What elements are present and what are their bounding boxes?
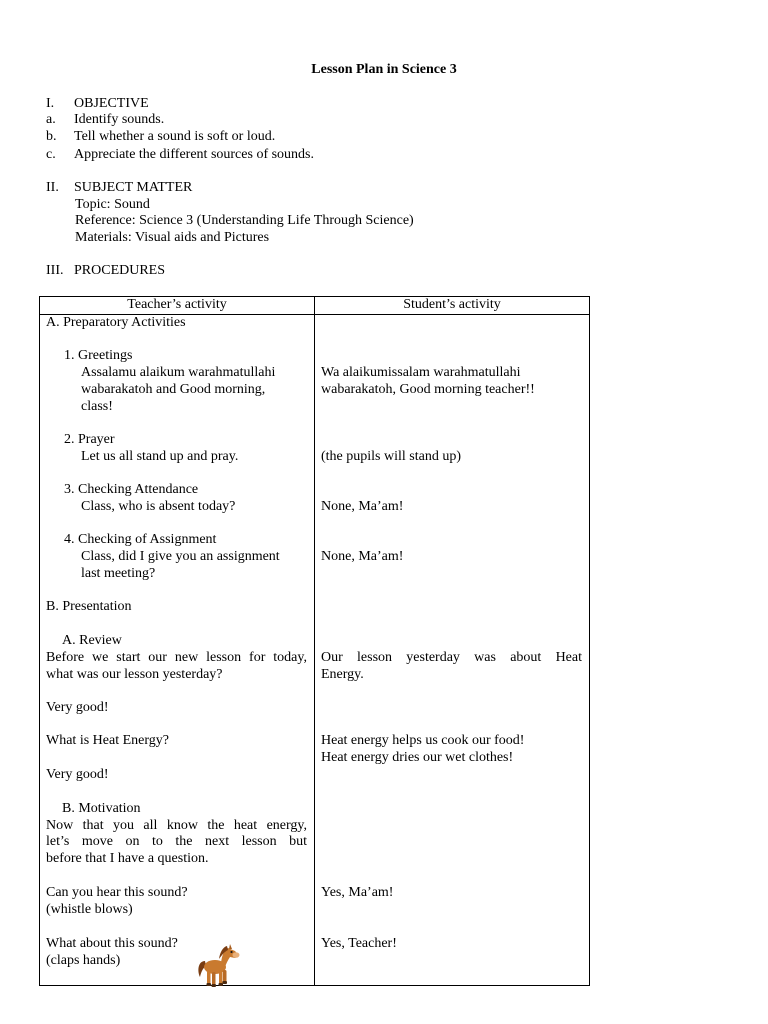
preparatory-activities-heading: A. Preparatory Activities	[46, 315, 186, 330]
objective-item-letter: b.	[46, 129, 57, 144]
student-activity-cell	[315, 315, 590, 986]
page-title: Lesson Plan in Science 3	[311, 62, 457, 77]
review-line: what was our lesson yesterday?	[46, 667, 223, 682]
review-line: Before we start our new lesson for today,	[46, 650, 307, 665]
student-prayer-response: (the pupils will stand up)	[321, 449, 461, 464]
student-attendance-response: None, Ma’am!	[321, 499, 404, 514]
procedures-number: III.	[46, 263, 64, 278]
motivation-line: before that I have a question.	[46, 851, 209, 866]
objective-heading: OBJECTIVE	[74, 96, 149, 111]
motivation-line: let’s move on to the next lesson but	[46, 834, 307, 849]
sound-note: (claps hands)	[46, 953, 121, 968]
assignment-heading: 4. Checking of Assignment	[64, 532, 217, 547]
subject-reference: Reference: Science 3 (Understanding Life Through Science)	[75, 213, 414, 228]
sound-question: Can you hear this sound?	[46, 885, 188, 900]
review-heading: A. Review	[62, 633, 122, 648]
very-good-line: Very good!	[46, 767, 109, 782]
prayer-heading: 2. Prayer	[64, 432, 115, 447]
sound-note: (whistle blows)	[46, 902, 133, 917]
table-row	[40, 315, 590, 986]
subject-materials: Materials: Visual aids and Pictures	[75, 230, 270, 245]
motivation-heading: B. Motivation	[62, 801, 141, 816]
subject-matter-heading: SUBJECT MATTER	[74, 180, 193, 195]
student-activity-header: Student’s activity	[315, 297, 590, 315]
presentation-heading: B. Presentation	[46, 599, 132, 614]
assignment-line: last meeting?	[81, 566, 156, 581]
attendance-line: Class, who is absent today?	[81, 499, 236, 514]
student-heat-line: Heat energy helps us cook our food!	[321, 733, 525, 748]
teacher-activity-header: Teacher’s activity	[40, 297, 315, 315]
student-review-line: Our lesson yesterday was about Heat	[321, 650, 582, 665]
objective-item: Appreciate the different sources of sounds.	[74, 147, 314, 162]
objective-item-letter: c.	[46, 147, 56, 162]
student-greeting-line: wabarakatoh, Good morning teacher!!	[321, 382, 535, 397]
horse-icon	[195, 943, 243, 989]
student-greeting-line: Wa alaikumissalam warahmatullahi	[321, 365, 521, 380]
student-review-line: Energy.	[321, 667, 364, 682]
greetings-line: Assalamu alaikum warahmatullahi	[81, 365, 276, 380]
attendance-heading: 3. Checking Attendance	[64, 482, 199, 497]
prayer-line: Let us all stand up and pray.	[81, 449, 239, 464]
subject-matter-number: II.	[46, 180, 59, 195]
greetings-line: class!	[81, 399, 113, 414]
student-assignment-response: None, Ma’am!	[321, 549, 404, 564]
teacher-activity-cell	[40, 315, 315, 986]
objective-item: Identify sounds.	[74, 112, 165, 127]
subject-topic: Topic: Sound	[75, 197, 150, 212]
objective-item: Tell whether a sound is soft or loud.	[74, 129, 276, 144]
motivation-line: Now that you all know the heat energy,	[46, 818, 307, 833]
very-good-line: Very good!	[46, 700, 109, 715]
procedures-heading: PROCEDURES	[74, 263, 166, 278]
table-header-row	[40, 297, 590, 315]
assignment-line: Class, did I give you an assignment	[81, 549, 280, 564]
heat-energy-question: What is Heat Energy?	[46, 733, 169, 748]
greetings-line: wabarakatoh and Good morning,	[81, 382, 266, 397]
procedures-table	[39, 296, 590, 986]
sound-question: What about this sound?	[46, 936, 178, 951]
greetings-heading: 1. Greetings	[64, 348, 133, 363]
student-sound-response: Yes, Ma’am!	[321, 885, 394, 900]
student-sound-response: Yes, Teacher!	[321, 936, 397, 951]
objective-number: I.	[46, 96, 55, 111]
student-heat-line: Heat energy dries our wet clothes!	[321, 750, 514, 765]
objective-item-letter: a.	[46, 112, 56, 127]
